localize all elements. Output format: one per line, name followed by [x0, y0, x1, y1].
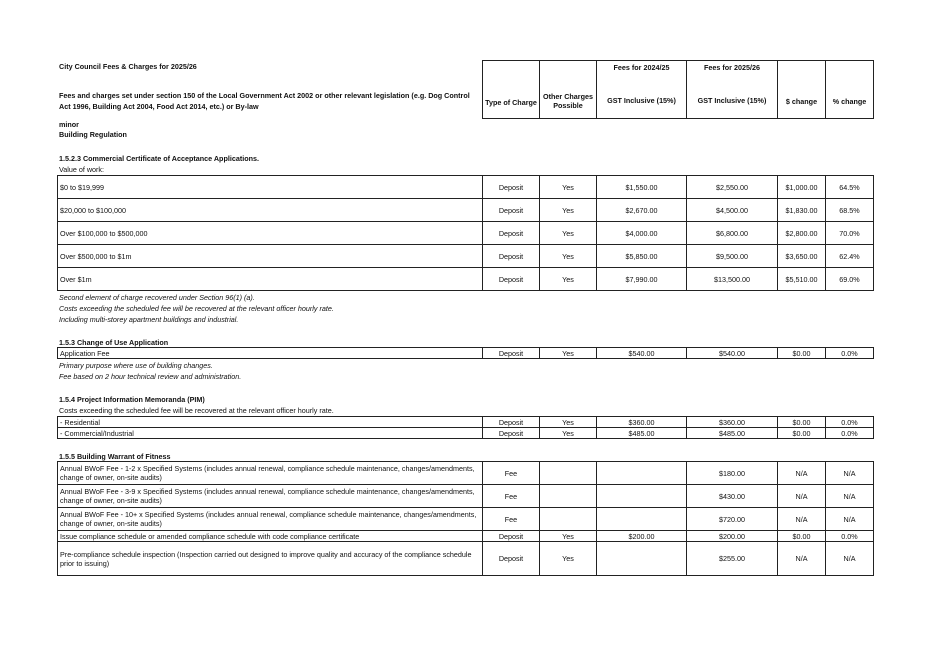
row-dollar-change: $5,510.00	[778, 268, 826, 291]
col-dollar-change: $ change	[778, 61, 826, 119]
row-type: Deposit	[483, 542, 540, 576]
table-row	[58, 485, 874, 508]
row-description: Over $1m	[58, 268, 483, 291]
row-fee-2024-25: $2,670.00	[597, 199, 687, 222]
note-1523-3: Including multi-storey apartment buildings and industrial.	[59, 315, 239, 324]
row-dollar-change: N/A	[778, 485, 826, 508]
row-percent-change: N/A	[826, 462, 874, 485]
row-percent-change: 0.0%	[826, 428, 874, 439]
section-heading-153: 1.5.3 Change of Use Application	[59, 338, 169, 347]
table-row	[58, 176, 874, 199]
row-description: Annual BWoF Fee - 3-9 x Specified Systems (includes annual renewal, compliance schedule maintenance, changes/amendments, change of owner, on-site audits)	[58, 485, 483, 508]
row-fee-2024-25: $200.00	[597, 531, 687, 542]
row-other: Yes	[540, 348, 597, 359]
row-other	[540, 508, 597, 531]
row-other: Yes	[540, 417, 597, 428]
table-row	[58, 199, 874, 222]
row-type: Fee	[483, 462, 540, 485]
row-other	[540, 485, 597, 508]
section-heading-1523: 1.5.2.3 Commercial Certificate of Acceptance Applications.	[59, 154, 259, 163]
row-type: Fee	[483, 508, 540, 531]
row-type: Deposit	[483, 245, 540, 268]
row-dollar-change: N/A	[778, 462, 826, 485]
row-description: Over $100,000 to $500,000	[58, 222, 483, 245]
row-percent-change: 64.5%	[826, 176, 874, 199]
table-row	[58, 542, 874, 576]
section-sub-154: Costs exceeding the scheduled fee will be recovered at the relevant officer hourly rate.	[59, 406, 334, 415]
row-type: Deposit	[483, 348, 540, 359]
row-type: Deposit	[483, 531, 540, 542]
row-percent-change: 0.0%	[826, 531, 874, 542]
row-dollar-change: $1,830.00	[778, 199, 826, 222]
row-percent-change: N/A	[826, 542, 874, 576]
row-percent-change: 62.4%	[826, 245, 874, 268]
row-fee-2025-26: $540.00	[687, 348, 778, 359]
row-description: Over $500,000 to $1m	[58, 245, 483, 268]
row-percent-change: 0.0%	[826, 348, 874, 359]
table-row	[58, 531, 874, 542]
table-row	[58, 245, 874, 268]
row-other: Yes	[540, 428, 597, 439]
row-fee-2025-26: $255.00	[687, 542, 778, 576]
row-other: Yes	[540, 245, 597, 268]
section-category-label: Building Regulation	[59, 130, 127, 139]
row-percent-change: 69.0%	[826, 268, 874, 291]
row-description: $0 to $19,999	[58, 176, 483, 199]
note-153-2: Fee based on 2 hour technical review and administration.	[59, 372, 242, 381]
row-description: Pre-compliance schedule inspection (Inspection carried out designed to improve quality and accuracy of the compliance schedule prior to issuing)	[58, 542, 483, 576]
row-fee-2025-26: $720.00	[687, 508, 778, 531]
fee-table-155	[57, 461, 874, 576]
row-description: Annual BWoF Fee - 10+ x Specified Systems (includes annual renewal, compliance schedule maintenance, changes/amendments, change of owner, on-site audits)	[58, 508, 483, 531]
row-description: Application Fee	[58, 348, 483, 359]
section-heading-155: 1.5.5 Building Warrant of Fitness	[59, 452, 171, 461]
row-dollar-change: N/A	[778, 508, 826, 531]
row-fee-2025-26: $360.00	[687, 417, 778, 428]
table-row	[58, 508, 874, 531]
row-other	[540, 462, 597, 485]
row-type: Fee	[483, 485, 540, 508]
row-fee-2024-25: $540.00	[597, 348, 687, 359]
note-1523-1: Second element of charge recovered under Section 96(1) (a).	[59, 293, 255, 302]
document-description: Fees and charges set under section 150 of the Local Government Act 2002 or other relevant legislation (e.g. Dog Control Act 1996, Building Act 2004, Food Act 2014, etc.) or By-law	[59, 91, 470, 111]
table-row	[58, 417, 874, 428]
row-other: Yes	[540, 531, 597, 542]
row-other: Yes	[540, 222, 597, 245]
row-fee-2024-25: $7,990.00	[597, 268, 687, 291]
col-type-of-charge: Type of Charge	[483, 61, 540, 119]
row-type: Deposit	[483, 199, 540, 222]
row-fee-2025-26: $9,500.00	[687, 245, 778, 268]
row-other: Yes	[540, 542, 597, 576]
fee-table-1523	[57, 175, 874, 291]
row-description: Annual BWoF Fee - 1-2 x Specified Systems (includes annual renewal, compliance schedule maintenance, changes/amendments, change of owner, on-site audits)	[58, 462, 483, 485]
row-fee-2025-26: $6,800.00	[687, 222, 778, 245]
row-dollar-change: $2,800.00	[778, 222, 826, 245]
row-fee-2024-25	[597, 542, 687, 576]
row-description: Issue compliance schedule or amended compliance schedule with code compliance certificate	[58, 531, 483, 542]
row-fee-2025-26: $485.00	[687, 428, 778, 439]
section-sub-1523: Value of work:	[59, 165, 105, 174]
row-dollar-change: $0.00	[778, 417, 826, 428]
row-fee-2025-26: $200.00	[687, 531, 778, 542]
fee-table-154	[57, 416, 874, 439]
row-other: Yes	[540, 176, 597, 199]
row-dollar-change: $0.00	[778, 348, 826, 359]
row-dollar-change: $1,000.00	[778, 176, 826, 199]
row-other: Yes	[540, 268, 597, 291]
row-type: Deposit	[483, 417, 540, 428]
row-percent-change: 68.5%	[826, 199, 874, 222]
row-type: Deposit	[483, 176, 540, 199]
row-dollar-change: $0.00	[778, 531, 826, 542]
row-fee-2025-26: $180.00	[687, 462, 778, 485]
row-dollar-change: $3,650.00	[778, 245, 826, 268]
section-minor-label: minor	[59, 120, 79, 129]
row-fee-2024-25: $360.00	[597, 417, 687, 428]
note-1523-2: Costs exceeding the scheduled fee will be recovered at the relevant officer hourly rate.	[59, 304, 334, 313]
row-percent-change: 70.0%	[826, 222, 874, 245]
row-fee-2024-25: $5,850.00	[597, 245, 687, 268]
section-heading-154: 1.5.4 Project Information Memoranda (PIM)	[59, 395, 205, 404]
row-type: Deposit	[483, 222, 540, 245]
row-fee-2025-26: $13,500.00	[687, 268, 778, 291]
table-row	[58, 268, 874, 291]
table-row	[58, 348, 874, 359]
page-title: City Council Fees & Charges for 2025/26	[59, 62, 197, 71]
col-percent-change: % change	[826, 61, 874, 119]
row-fee-2024-25	[597, 462, 687, 485]
row-fee-2025-26: $430.00	[687, 485, 778, 508]
row-dollar-change: N/A	[778, 542, 826, 576]
col-fees-2024-25: Fees for 2024/25 GST Inclusive (15%)	[597, 61, 687, 119]
row-percent-change: 0.0%	[826, 417, 874, 428]
row-type: Deposit	[483, 428, 540, 439]
row-description: - Commercial/Industrial	[58, 428, 483, 439]
row-dollar-change: $0.00	[778, 428, 826, 439]
row-fee-2024-25: $485.00	[597, 428, 687, 439]
col-other-charges: Other Charges Possible	[540, 61, 597, 119]
row-type: Deposit	[483, 268, 540, 291]
column-header-table	[482, 60, 874, 119]
table-row	[58, 428, 874, 439]
note-153-1: Primary purpose where use of building changes.	[59, 361, 213, 370]
row-percent-change: N/A	[826, 485, 874, 508]
row-percent-change: N/A	[826, 508, 874, 531]
row-description: $20,000 to $100,000	[58, 199, 483, 222]
row-fee-2024-25	[597, 485, 687, 508]
row-fee-2025-26: $4,500.00	[687, 199, 778, 222]
row-fee-2024-25: $4,000.00	[597, 222, 687, 245]
row-description: - Residential	[58, 417, 483, 428]
row-fee-2024-25: $1,550.00	[597, 176, 687, 199]
row-fee-2025-26: $2,550.00	[687, 176, 778, 199]
fee-table-153	[57, 347, 874, 359]
table-row	[58, 462, 874, 485]
row-other: Yes	[540, 199, 597, 222]
row-fee-2024-25	[597, 508, 687, 531]
table-row	[58, 222, 874, 245]
col-fees-2025-26: Fees for 2025/26 GST Inclusive (15%)	[687, 61, 778, 119]
